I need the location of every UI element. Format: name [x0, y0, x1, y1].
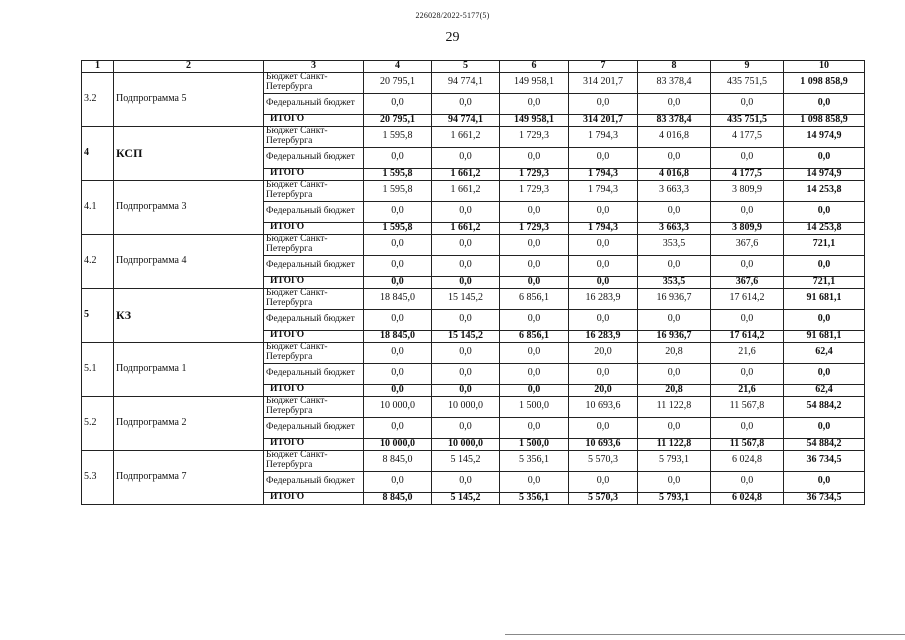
total-value-cell: 14 974,9	[784, 126, 865, 147]
value-cell: 0,0	[432, 417, 500, 438]
value-cell: 5 145,2	[432, 492, 500, 504]
value-cell: 16 283,9	[569, 330, 638, 342]
value-cell: 0,0	[711, 93, 784, 114]
total-value-cell: 0,0	[784, 201, 865, 222]
value-cell: 0,0	[500, 471, 569, 492]
value-cell: 1 729,3	[500, 126, 569, 147]
total-value-cell: 0,0	[784, 363, 865, 384]
funding-source: Федеральный бюджет	[264, 363, 364, 384]
funding-source: ИТОГО	[264, 222, 364, 234]
value-cell: 0,0	[569, 309, 638, 330]
funding-source: Бюджет Санкт-Петербурга	[264, 342, 364, 363]
value-cell: 1 595,8	[364, 222, 432, 234]
value-cell: 15 145,2	[432, 330, 500, 342]
value-cell: 16 936,7	[638, 330, 711, 342]
value-cell: 20 795,1	[364, 72, 432, 93]
budget-table	[81, 60, 865, 505]
total-value-cell: 14 253,8	[784, 222, 865, 234]
value-cell: 0,0	[364, 417, 432, 438]
column-header-6: 6	[500, 61, 569, 73]
subprogram-name: Подпрограмма 1	[114, 342, 264, 396]
value-cell: 0,0	[569, 234, 638, 255]
table-row	[82, 342, 865, 363]
value-cell: 0,0	[500, 309, 569, 330]
funding-source: ИТОГО	[264, 168, 364, 180]
value-cell: 0,0	[432, 234, 500, 255]
subprogram-name: Подпрограмма 4	[114, 234, 264, 288]
column-header-2: 2	[114, 61, 264, 73]
total-value-cell: 54 884,2	[784, 438, 865, 450]
column-header-5: 5	[432, 61, 500, 73]
column-header-8: 8	[638, 61, 711, 73]
value-cell: 11 122,8	[638, 438, 711, 450]
value-cell: 83 378,4	[638, 72, 711, 93]
value-cell: 1 729,3	[500, 222, 569, 234]
value-cell: 0,0	[500, 255, 569, 276]
table-row	[82, 72, 865, 93]
value-cell: 0,0	[500, 201, 569, 222]
funding-source: ИТОГО	[264, 114, 364, 126]
funding-source: Бюджет Санкт-Петербурга	[264, 180, 364, 201]
row-code: 4	[82, 126, 114, 180]
value-cell: 0,0	[432, 363, 500, 384]
value-cell: 94 774,1	[432, 72, 500, 93]
value-cell: 0,0	[364, 147, 432, 168]
value-cell: 11 122,8	[638, 396, 711, 417]
value-cell: 1 661,2	[432, 180, 500, 201]
value-cell: 4 177,5	[711, 126, 784, 147]
value-cell: 0,0	[432, 309, 500, 330]
funding-source: Федеральный бюджет	[264, 417, 364, 438]
value-cell: 6 856,1	[500, 330, 569, 342]
column-header-7: 7	[569, 61, 638, 73]
column-header-9: 9	[711, 61, 784, 73]
value-cell: 0,0	[569, 276, 638, 288]
value-cell: 10 000,0	[364, 396, 432, 417]
total-value-cell: 0,0	[784, 255, 865, 276]
value-cell: 20,0	[569, 342, 638, 363]
value-cell: 0,0	[364, 309, 432, 330]
value-cell: 20 795,1	[364, 114, 432, 126]
table-row	[82, 288, 865, 309]
value-cell: 10 693,6	[569, 396, 638, 417]
total-value-cell: 0,0	[784, 471, 865, 492]
value-cell: 6 856,1	[500, 288, 569, 309]
value-cell: 0,0	[569, 363, 638, 384]
value-cell: 0,0	[569, 93, 638, 114]
value-cell: 6 024,8	[711, 492, 784, 504]
header-row	[82, 61, 865, 73]
subprogram-name: КСП	[114, 126, 264, 180]
value-cell: 435 751,5	[711, 114, 784, 126]
value-cell: 0,0	[638, 147, 711, 168]
funding-source: ИТОГО	[264, 384, 364, 396]
value-cell: 16 283,9	[569, 288, 638, 309]
table-row	[82, 180, 865, 201]
value-cell: 5 145,2	[432, 450, 500, 471]
row-code: 5	[82, 288, 114, 342]
value-cell: 1 500,0	[500, 438, 569, 450]
subprogram-name: Подпрограмма 7	[114, 450, 264, 504]
value-cell: 11 567,8	[711, 396, 784, 417]
total-value-cell: 62,4	[784, 384, 865, 396]
value-cell: 1 500,0	[500, 396, 569, 417]
value-cell: 10 693,6	[569, 438, 638, 450]
value-cell: 0,0	[711, 417, 784, 438]
value-cell: 353,5	[638, 276, 711, 288]
value-cell: 1 729,3	[500, 168, 569, 180]
value-cell: 1 794,3	[569, 222, 638, 234]
value-cell: 0,0	[638, 471, 711, 492]
value-cell: 18 845,0	[364, 288, 432, 309]
funding-source: Федеральный бюджет	[264, 309, 364, 330]
value-cell: 4 177,5	[711, 168, 784, 180]
value-cell: 0,0	[432, 276, 500, 288]
funding-source: ИТОГО	[264, 276, 364, 288]
value-cell: 20,8	[638, 342, 711, 363]
value-cell: 0,0	[500, 417, 569, 438]
column-header-4: 4	[364, 61, 432, 73]
value-cell: 314 201,7	[569, 114, 638, 126]
value-cell: 353,5	[638, 234, 711, 255]
value-cell: 0,0	[569, 417, 638, 438]
value-cell: 5 793,1	[638, 492, 711, 504]
value-cell: 0,0	[638, 309, 711, 330]
value-cell: 1 794,3	[569, 168, 638, 180]
value-cell: 17 614,2	[711, 288, 784, 309]
value-cell: 5 793,1	[638, 450, 711, 471]
value-cell: 1 595,8	[364, 180, 432, 201]
value-cell: 15 145,2	[432, 288, 500, 309]
value-cell: 0,0	[569, 201, 638, 222]
value-cell: 16 936,7	[638, 288, 711, 309]
value-cell: 0,0	[364, 471, 432, 492]
funding-source: Бюджет Санкт-Петербурга	[264, 450, 364, 471]
value-cell: 0,0	[364, 201, 432, 222]
table-row	[82, 234, 865, 255]
value-cell: 0,0	[432, 342, 500, 363]
total-value-cell: 91 681,1	[784, 288, 865, 309]
value-cell: 0,0	[569, 255, 638, 276]
value-cell: 0,0	[500, 93, 569, 114]
value-cell: 0,0	[432, 147, 500, 168]
total-value-cell: 36 734,5	[784, 450, 865, 471]
funding-source: Бюджет Санкт-Петербурга	[264, 126, 364, 147]
value-cell: 5 356,1	[500, 492, 569, 504]
value-cell: 0,0	[432, 93, 500, 114]
value-cell: 0,0	[711, 363, 784, 384]
total-value-cell: 36 734,5	[784, 492, 865, 504]
total-value-cell: 54 884,2	[784, 396, 865, 417]
value-cell: 3 663,3	[638, 180, 711, 201]
total-value-cell: 1 098 858,9	[784, 72, 865, 93]
value-cell: 0,0	[364, 255, 432, 276]
subprogram-name: Подпрограмма 5	[114, 72, 264, 126]
value-cell: 0,0	[432, 384, 500, 396]
value-cell: 0,0	[711, 471, 784, 492]
total-value-cell: 721,1	[784, 276, 865, 288]
value-cell: 3 809,9	[711, 180, 784, 201]
funding-source: Бюджет Санкт-Петербурга	[264, 396, 364, 417]
value-cell: 0,0	[364, 384, 432, 396]
value-cell: 1 661,2	[432, 222, 500, 234]
value-cell: 1 729,3	[500, 180, 569, 201]
funding-source: ИТОГО	[264, 492, 364, 504]
funding-source: Федеральный бюджет	[264, 201, 364, 222]
value-cell: 0,0	[569, 147, 638, 168]
funding-source: Федеральный бюджет	[264, 471, 364, 492]
value-cell: 1 595,8	[364, 126, 432, 147]
total-value-cell: 14 253,8	[784, 180, 865, 201]
document-registration-number: 226028/2022-5177(5)	[415, 11, 490, 20]
value-cell: 21,6	[711, 342, 784, 363]
value-cell: 0,0	[364, 276, 432, 288]
value-cell: 1 794,3	[569, 180, 638, 201]
value-cell: 1 661,2	[432, 168, 500, 180]
value-cell: 149 958,1	[500, 72, 569, 93]
total-value-cell: 0,0	[784, 309, 865, 330]
value-cell: 1 661,2	[432, 126, 500, 147]
value-cell: 0,0	[500, 147, 569, 168]
value-cell: 314 201,7	[569, 72, 638, 93]
value-cell: 17 614,2	[711, 330, 784, 342]
value-cell: 94 774,1	[432, 114, 500, 126]
value-cell: 10 000,0	[364, 438, 432, 450]
funding-source: ИТОГО	[264, 438, 364, 450]
value-cell: 0,0	[638, 417, 711, 438]
value-cell: 10 000,0	[432, 396, 500, 417]
value-cell: 6 024,8	[711, 450, 784, 471]
value-cell: 18 845,0	[364, 330, 432, 342]
value-cell: 8 845,0	[364, 450, 432, 471]
value-cell: 0,0	[569, 471, 638, 492]
total-value-cell: 0,0	[784, 147, 865, 168]
value-cell: 0,0	[711, 147, 784, 168]
funding-source: ИТОГО	[264, 330, 364, 342]
subprogram-name: КЗ	[114, 288, 264, 342]
funding-source: Бюджет Санкт-Петербурга	[264, 234, 364, 255]
value-cell: 0,0	[432, 255, 500, 276]
column-header-1: 1	[82, 61, 114, 73]
value-cell: 4 016,8	[638, 168, 711, 180]
value-cell: 367,6	[711, 276, 784, 288]
subprogram-name: Подпрограмма 3	[114, 180, 264, 234]
funding-source: Федеральный бюджет	[264, 93, 364, 114]
value-cell: 21,6	[711, 384, 784, 396]
value-cell: 5 570,3	[569, 450, 638, 471]
value-cell: 10 000,0	[432, 438, 500, 450]
row-code: 5.2	[82, 396, 114, 450]
value-cell: 0,0	[500, 342, 569, 363]
value-cell: 0,0	[500, 276, 569, 288]
value-cell: 149 958,1	[500, 114, 569, 126]
value-cell: 20,8	[638, 384, 711, 396]
table-row	[82, 396, 865, 417]
column-header-10: 10	[784, 61, 865, 73]
row-code: 4.1	[82, 180, 114, 234]
value-cell: 0,0	[711, 255, 784, 276]
value-cell: 0,0	[432, 201, 500, 222]
value-cell: 0,0	[638, 255, 711, 276]
column-header-3: 3	[264, 61, 364, 73]
value-cell: 0,0	[500, 384, 569, 396]
page-number: 29	[445, 30, 460, 45]
value-cell: 83 378,4	[638, 114, 711, 126]
funding-source: Бюджет Санкт-Петербурга	[264, 288, 364, 309]
value-cell: 367,6	[711, 234, 784, 255]
value-cell: 8 845,0	[364, 492, 432, 504]
funding-source: Федеральный бюджет	[264, 147, 364, 168]
value-cell: 0,0	[638, 93, 711, 114]
value-cell: 0,0	[500, 363, 569, 384]
value-cell: 0,0	[500, 234, 569, 255]
value-cell: 0,0	[432, 471, 500, 492]
value-cell: 4 016,8	[638, 126, 711, 147]
value-cell: 0,0	[364, 363, 432, 384]
value-cell: 3 809,9	[711, 222, 784, 234]
total-value-cell: 91 681,1	[784, 330, 865, 342]
subprogram-name: Подпрограмма 2	[114, 396, 264, 450]
row-code: 5.3	[82, 450, 114, 504]
value-cell: 20,0	[569, 384, 638, 396]
total-value-cell: 62,4	[784, 342, 865, 363]
value-cell: 0,0	[364, 234, 432, 255]
value-cell: 0,0	[711, 201, 784, 222]
funding-source: Федеральный бюджет	[264, 255, 364, 276]
row-code: 5.1	[82, 342, 114, 396]
total-value-cell: 14 974,9	[784, 168, 865, 180]
value-cell: 3 663,3	[638, 222, 711, 234]
total-value-cell: 1 098 858,9	[784, 114, 865, 126]
value-cell: 0,0	[711, 309, 784, 330]
row-code: 3.2	[82, 72, 114, 126]
value-cell: 0,0	[638, 201, 711, 222]
value-cell: 1 794,3	[569, 126, 638, 147]
page-footer-rule	[505, 634, 905, 635]
table-row	[82, 450, 865, 471]
value-cell: 5 570,3	[569, 492, 638, 504]
value-cell: 0,0	[638, 363, 711, 384]
total-value-cell: 0,0	[784, 93, 865, 114]
row-code: 4.2	[82, 234, 114, 288]
table-row	[82, 126, 865, 147]
funding-source: Бюджет Санкт-Петербурга	[264, 72, 364, 93]
value-cell: 11 567,8	[711, 438, 784, 450]
total-value-cell: 0,0	[784, 417, 865, 438]
value-cell: 0,0	[364, 93, 432, 114]
total-value-cell: 721,1	[784, 234, 865, 255]
value-cell: 435 751,5	[711, 72, 784, 93]
value-cell: 5 356,1	[500, 450, 569, 471]
value-cell: 0,0	[364, 342, 432, 363]
value-cell: 1 595,8	[364, 168, 432, 180]
